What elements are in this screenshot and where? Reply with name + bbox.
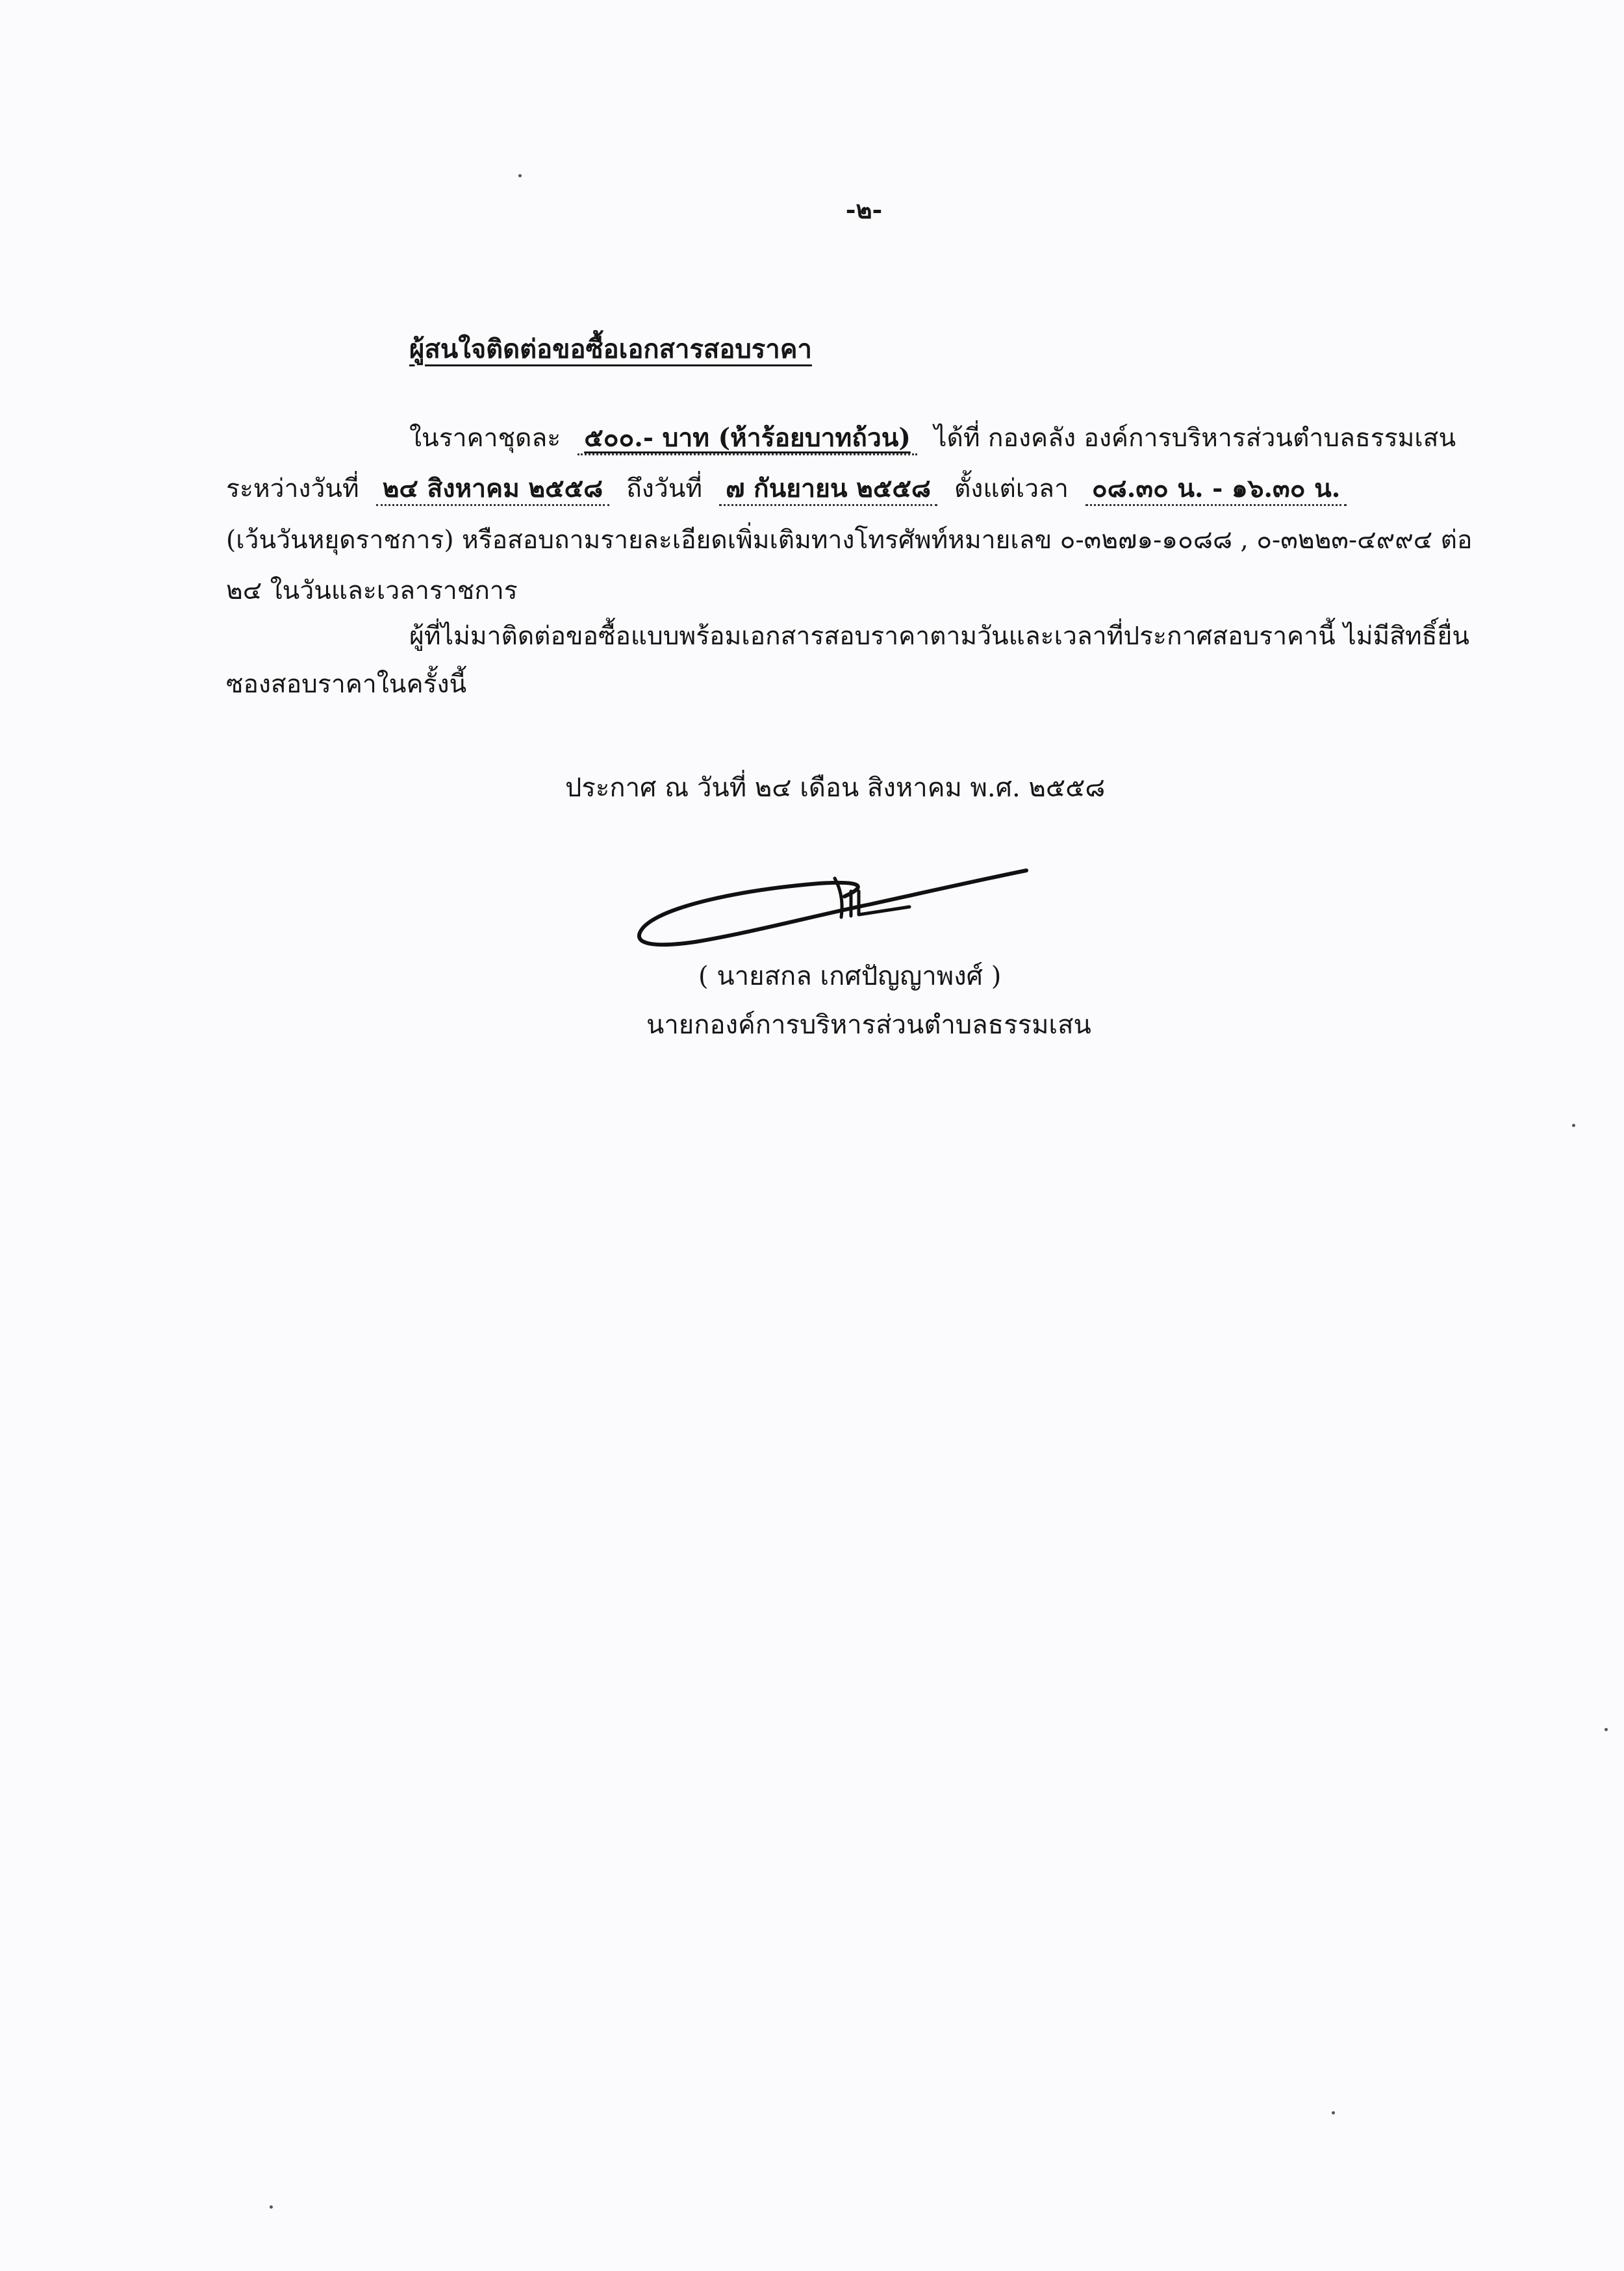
announcement-date: ประกาศ ณ วันที่ ๒๔ เดือน สิงหาคม พ.ศ. ๒๕๕๘ xyxy=(565,773,1106,803)
paragraph1-line3: (เว้นวันหยุดราชการ) หรือสอบถามรายละเอียดเพิ่มเติมทางโทรศัพท์หมายเลข ๐-๓๒๗๑-๑๐๘๘ , ๐-๓๒๒๓-๔๙๙๔ ต่อ xyxy=(226,526,1473,555)
start-date: ๒๔ สิงหาคม ๒๕๕๘ xyxy=(376,476,609,506)
time-label: ตั้งแต่เวลา xyxy=(954,474,1069,503)
signer-title: นายกองค์การบริหารส่วนตำบลธรรมเสน xyxy=(646,1010,1091,1040)
signature-image xyxy=(624,844,1039,955)
paragraph2-line1: ผู้ที่ไม่มาติดต่อขอซื้อแบบพร้อมเอกสารสอบราคาตามวันและเวลาที่ประกาศสอบราคานี้ ไม่มีสิทธิ์ยื่น xyxy=(409,622,1470,651)
end-date: ๗ กันยายน ๒๕๕๘ xyxy=(719,476,937,506)
scan-speck xyxy=(1605,1728,1608,1731)
time-range: ๐๘.๓๐ น. - ๑๖.๓๐ น. xyxy=(1085,476,1347,506)
scan-speck xyxy=(518,174,522,177)
scan-speck xyxy=(270,2205,273,2209)
scan-speck xyxy=(1572,1124,1575,1127)
paragraph1-line2 xyxy=(226,476,1347,506)
price-label: ในราคาชุดละ xyxy=(409,424,561,453)
page-number: -๒- xyxy=(845,195,883,224)
section-heading: ผู้สนใจติดต่อขอซื้อเอกสารสอบราคา xyxy=(409,334,812,364)
signer-name: ( นายสกล เกศปัญญาพงศ์ ) xyxy=(698,961,1002,991)
paragraph1-line4: ๒๔ ในวันและเวลาราชการ xyxy=(226,576,518,605)
period-label: ระหว่างวันที่ xyxy=(226,474,359,503)
purchase-location: ได้ที่ กองคลัง องค์การบริหารส่วนตำบลธรรมเสน xyxy=(933,424,1456,453)
paragraph1-line1 xyxy=(409,425,1456,455)
scan-speck xyxy=(1332,2111,1335,2114)
price-value: ๕๐๐.- บาท (ห้าร้อยบาทถ้วน) xyxy=(577,425,917,455)
to-date-label: ถึงวันที่ xyxy=(626,474,703,503)
paragraph2-line2: ซองสอบราคาในครั้งนี้ xyxy=(226,670,467,699)
